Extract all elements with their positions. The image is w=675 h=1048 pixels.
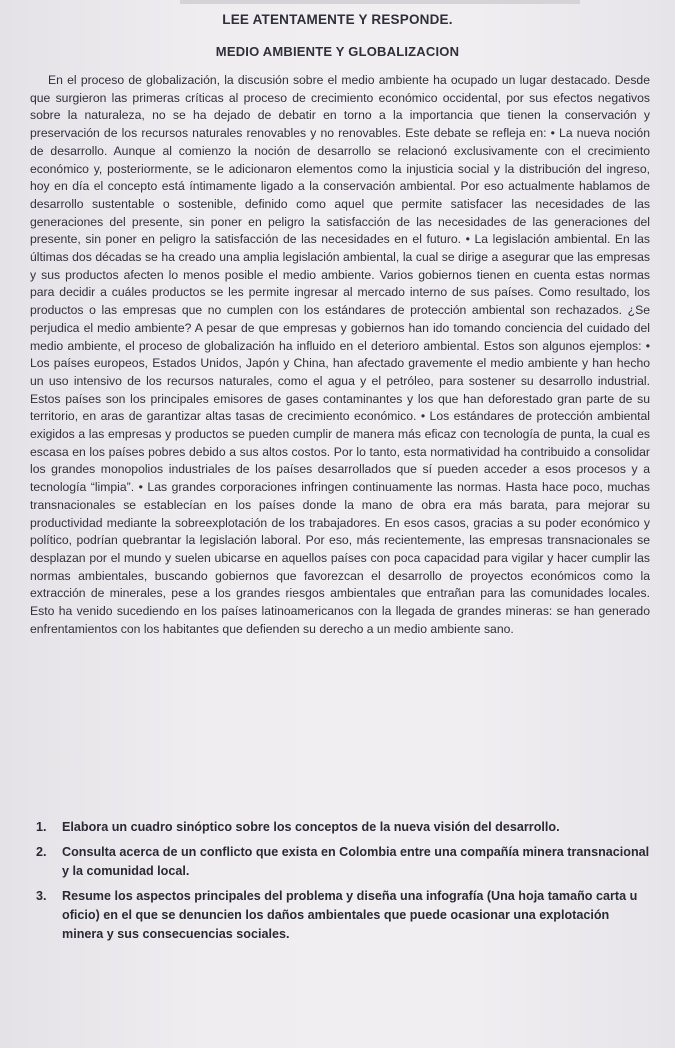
question-item — [36, 843, 652, 881]
question-number: 2. — [36, 845, 47, 859]
top-edge-rule — [180, 0, 580, 4]
reading-paragraph: En el proceso de globalización, la discusión sobre el medio ambiente ha ocupado un lugar destacado. Desde que surgieron las primeras críticas al proceso de crecimiento económico occidental, por sus efectos negativos sobre la naturaleza, no se ha dejado de debatir en torno a la importancia que tienen la conservación y preservación de los recursos naturales renovables y no renovables. Este debate se refleja en: • La nueva noción de desarrollo. Aunque al comienzo la noción de desarrollo se relacionó exclusivamente con el crecimiento económico y, posteriormente, se le adicionaron elementos como la injusticia social y la distribución del ingreso, hoy en día el concepto está íntimamente ligado a la conservación ambiental. Por eso actualmente hablamos de desarrollo sustentable o sostenible, definido como aquel que permite satisfacer las necesidades de las generaciones del presente, sin poner en peligro la satisfacción de las necesidades de las generaciones del presente, sin poner en peligro la satisfacción de las necesidades en el futuro. • La legislación ambiental. En las últimas dos décadas se ha creado una amplia legislación ambiental, la cual se dirige a asegurar que las empresas y sus productos afecten lo menos posible el medio ambiente. Varios gobiernos tienen en cuenta estas normas para decidir a cuáles productos se les permite ingresar al mercado interno de sus países. Como resultado, los productos o las empresas que no cumplen con los estándares de protección ambiental son rechazados. ¿Se perjudica el medio ambiente? A pesar de que empresas y gobiernos han ido tomando conciencia del cuidado del medio ambiente, el proceso de globalización ha influido en el deterioro ambiental. Estos son algunos ejemplos: • Los países europeos, Estados Unidos, Japón y China, han afectado gravemente el medio ambiente y han hecho un uso intensivo de los recursos naturales, como el agua y el petróleo, para sostener su desarrollo industrial. Estos países son los principales emisores de gases contaminantes y los que han deforestado gran parte de su territorio, en aras de garantizar altas tasas de crecimiento económico. • Los estándares de protección ambiental exigidos a las empresas y productos se pueden cumplir de manera más eficaz con tecnología de punta, la cual es escasa en los países pobres debido a sus altos costos. Por lo tanto, esta normatividad ha contribuido a consolidar los grandes monopolios industriales de los países desarrollados que sí pueden acceder a esos procesos y a tecnología “limpia”. • Las grandes corporaciones infringen continuamente las normas. Hasta hace poco, muchas transnacionales se establecían en los países donde la mano de obra era más barata, para mejorar su productividad mediante la sobreexplotación de los trabajadores. En esos casos, gracias a su poder económico y político, podrían quebrantar la legislación laboral. Por eso, más recientemente, las empresas transnacionales se desplazan por el mundo y suelen ubicarse en aquellos países con poca capacidad para vigilar y hacer cumplir las normas ambientales, buscando gobiernos que favorezcan el desarrollo de proyectos económicos como la extracción de minerales, pese a los grandes riesgos ambientales que entrañan para las comunidades locales. Esto ha venido sucediendo en los países latinoamericanos con la llegada de grandes mineras: se han generado enfrentamientos con los habitantes que defienden su derecho a un medio ambiente sano. — [30, 73, 650, 636]
question-text: Elabora un cuadro sinóptico sobre los conceptos de la nueva visión del desarrollo. — [62, 820, 560, 834]
question-number: 1. — [36, 820, 47, 834]
document-title: MEDIO AMBIENTE Y GLOBALIZACION — [215, 44, 460, 59]
question-item — [36, 818, 652, 837]
question-number: 3. — [36, 889, 47, 903]
instruction-heading: LEE ATENTAMENTE Y RESPONDE. — [222, 12, 453, 27]
question-item — [36, 887, 652, 944]
question-list — [36, 818, 652, 950]
question-text: Resume los aspectos principales del problema y diseña una infografía (Una hoja tamaño carta u oficio) en el que se denuncien los daños ambientales que puede ocasionar una explotación minera y sus consecuencias sociales. — [62, 889, 638, 941]
reading-passage — [30, 72, 650, 639]
question-text: Consulta acerca de un conflicto que exista en Colombia entre una compañía minera transnacional y la comunidad local. — [62, 845, 650, 878]
